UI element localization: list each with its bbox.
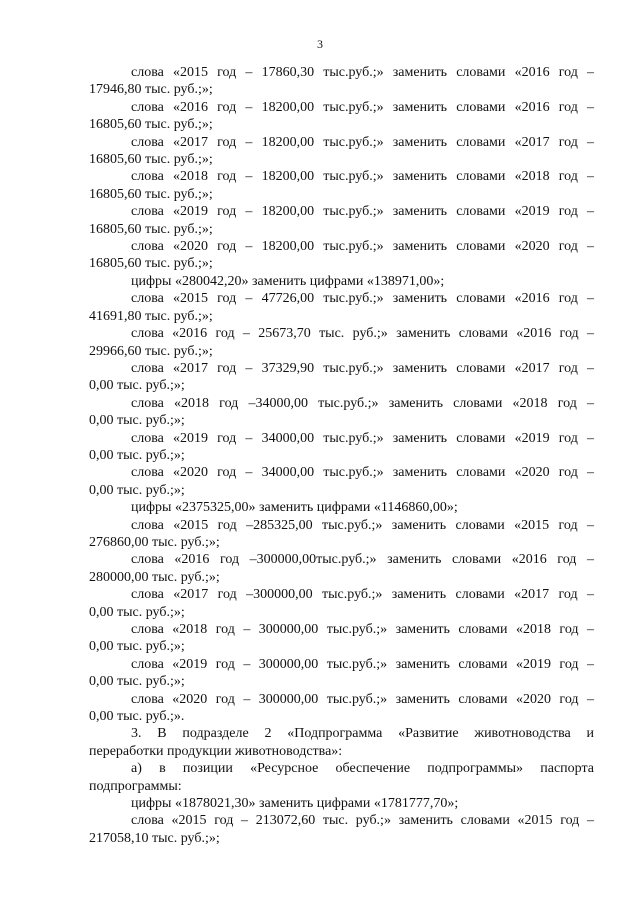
text-line: слова «2016 год – 18200,00 тыс.руб.;» заменить словами «2016 год – bbox=[131, 99, 594, 115]
text-line: 41691,80 тыс. руб.;»; bbox=[89, 308, 213, 324]
text-line: цифры «2375325,00» заменить цифрами «1146860,00»; bbox=[131, 500, 458, 516]
text-line: слова «2020 год – 300000,00 тыс.руб.;» заменить словами «2020 год – bbox=[131, 691, 594, 707]
text-line: 0,00 тыс. руб.;»; bbox=[89, 447, 185, 463]
text-line: 0,00 тыс. руб.;»; bbox=[89, 674, 185, 690]
text-line: 276860,00 тыс. руб.;»; bbox=[89, 534, 220, 550]
text-line: слова «2015 год –285325,00 тыс.руб.;» заменить словами «2015 год – bbox=[131, 517, 594, 533]
text-line: слова «2017 год – 37329,90 тыс.руб.;» заменить словами «2017 год – bbox=[131, 360, 594, 376]
text-line: 16805,60 тыс. руб.;»; bbox=[89, 152, 213, 168]
text-line: 280000,00 тыс. руб.;»; bbox=[89, 569, 220, 585]
text-line: 0,00 тыс. руб.;»; bbox=[89, 378, 185, 394]
text-line: 217058,10 тыс. руб.;»; bbox=[89, 830, 220, 846]
text-line: слова «2020 год – 34000,00 тыс.руб.;» заменить словами «2020 год – bbox=[131, 465, 594, 481]
text-line: 29966,60 тыс. руб.;»; bbox=[89, 343, 213, 359]
text-line: слова «2017 год – 18200,00 тыс.руб.;» заменить словами «2017 год – bbox=[131, 134, 594, 150]
text-line: слова «2018 год – 300000,00 тыс.руб.;» заменить словами «2018 год – bbox=[131, 622, 594, 637]
text-line: 0,00 тыс. руб.;»; bbox=[89, 604, 185, 620]
text-line: слова «2019 год – 34000,00 тыс.руб.;» заменить словами «2019 год – bbox=[131, 430, 594, 446]
text-line: слова «2015 год – 47726,00 тыс.руб.;» заменить словами «2016 год – bbox=[131, 291, 594, 307]
text-line: цифры «1878021,30» заменить цифрами «1781777,70»; bbox=[131, 796, 459, 812]
text-line: слова «2018 год – 18200,00 тыс.руб.;» заменить словами «2018 год – bbox=[131, 169, 594, 185]
text-line: переработки продукции животноводства»: bbox=[89, 743, 343, 759]
text-line: слова «2020 год – 18200,00 тыс.руб.;» заменить словами «2020 год – bbox=[131, 239, 594, 255]
text-line: слова «2017 год –300000,00 тыс.руб.;» заменить словами «2017 год – bbox=[131, 587, 594, 603]
text-line: 17946,80 тыс. руб.;»; bbox=[89, 82, 213, 98]
text-line: слова «2016 год – 25673,70 тыс. руб.;» заменить словами «2016 год – bbox=[131, 326, 594, 342]
text-line: 3. В подразделе 2 «Подпрограмма «Развитие животноводства и bbox=[131, 726, 594, 742]
page-number: 3 bbox=[317, 37, 323, 51]
text-line: 0,00 тыс. руб.;»; bbox=[89, 413, 185, 429]
text-line: 0,00 тыс. руб.;». bbox=[89, 709, 185, 725]
text-line: 16805,60 тыс. руб.;»; bbox=[89, 256, 213, 272]
text-line: слова «2015 год – 17860,30 тыс.руб.;» заменить словами «2016 год – bbox=[131, 65, 594, 80]
text-line: 0,00 тыс. руб.;»; bbox=[89, 639, 185, 655]
text-line: 16805,60 тыс. руб.;»; bbox=[89, 117, 213, 133]
text-line: подпрограммы: bbox=[89, 778, 182, 794]
text-line: 0,00 тыс. руб.;»; bbox=[89, 482, 185, 498]
text-line: 16805,60 тыс. руб.;»; bbox=[89, 221, 213, 237]
text-line: а) в позиции «Ресурсное обеспечение подпрограммы» паспорта bbox=[131, 761, 594, 777]
text-line: цифры «280042,20» заменить цифрами «138971,00»; bbox=[131, 273, 445, 289]
text-line: слова «2015 год – 213072,60 тыс. руб.;» заменить словами «2015 год – bbox=[131, 813, 594, 829]
text-line: слова «2018 год –34000,00 тыс.руб.;» заменить словами «2018 год – bbox=[131, 395, 594, 411]
text-line: слова «2019 год – 300000,00 тыс.руб.;» заменить словами «2019 год – bbox=[131, 656, 594, 672]
text-line: 16805,60 тыс. руб.;»; bbox=[89, 186, 213, 202]
text-line: слова «2016 год –300000,00тыс.руб.;» заменить словами «2016 год – bbox=[131, 552, 594, 568]
text-line: слова «2019 год – 18200,00 тыс.руб.;» заменить словами «2019 год – bbox=[131, 204, 594, 220]
document-body bbox=[89, 64, 594, 847]
